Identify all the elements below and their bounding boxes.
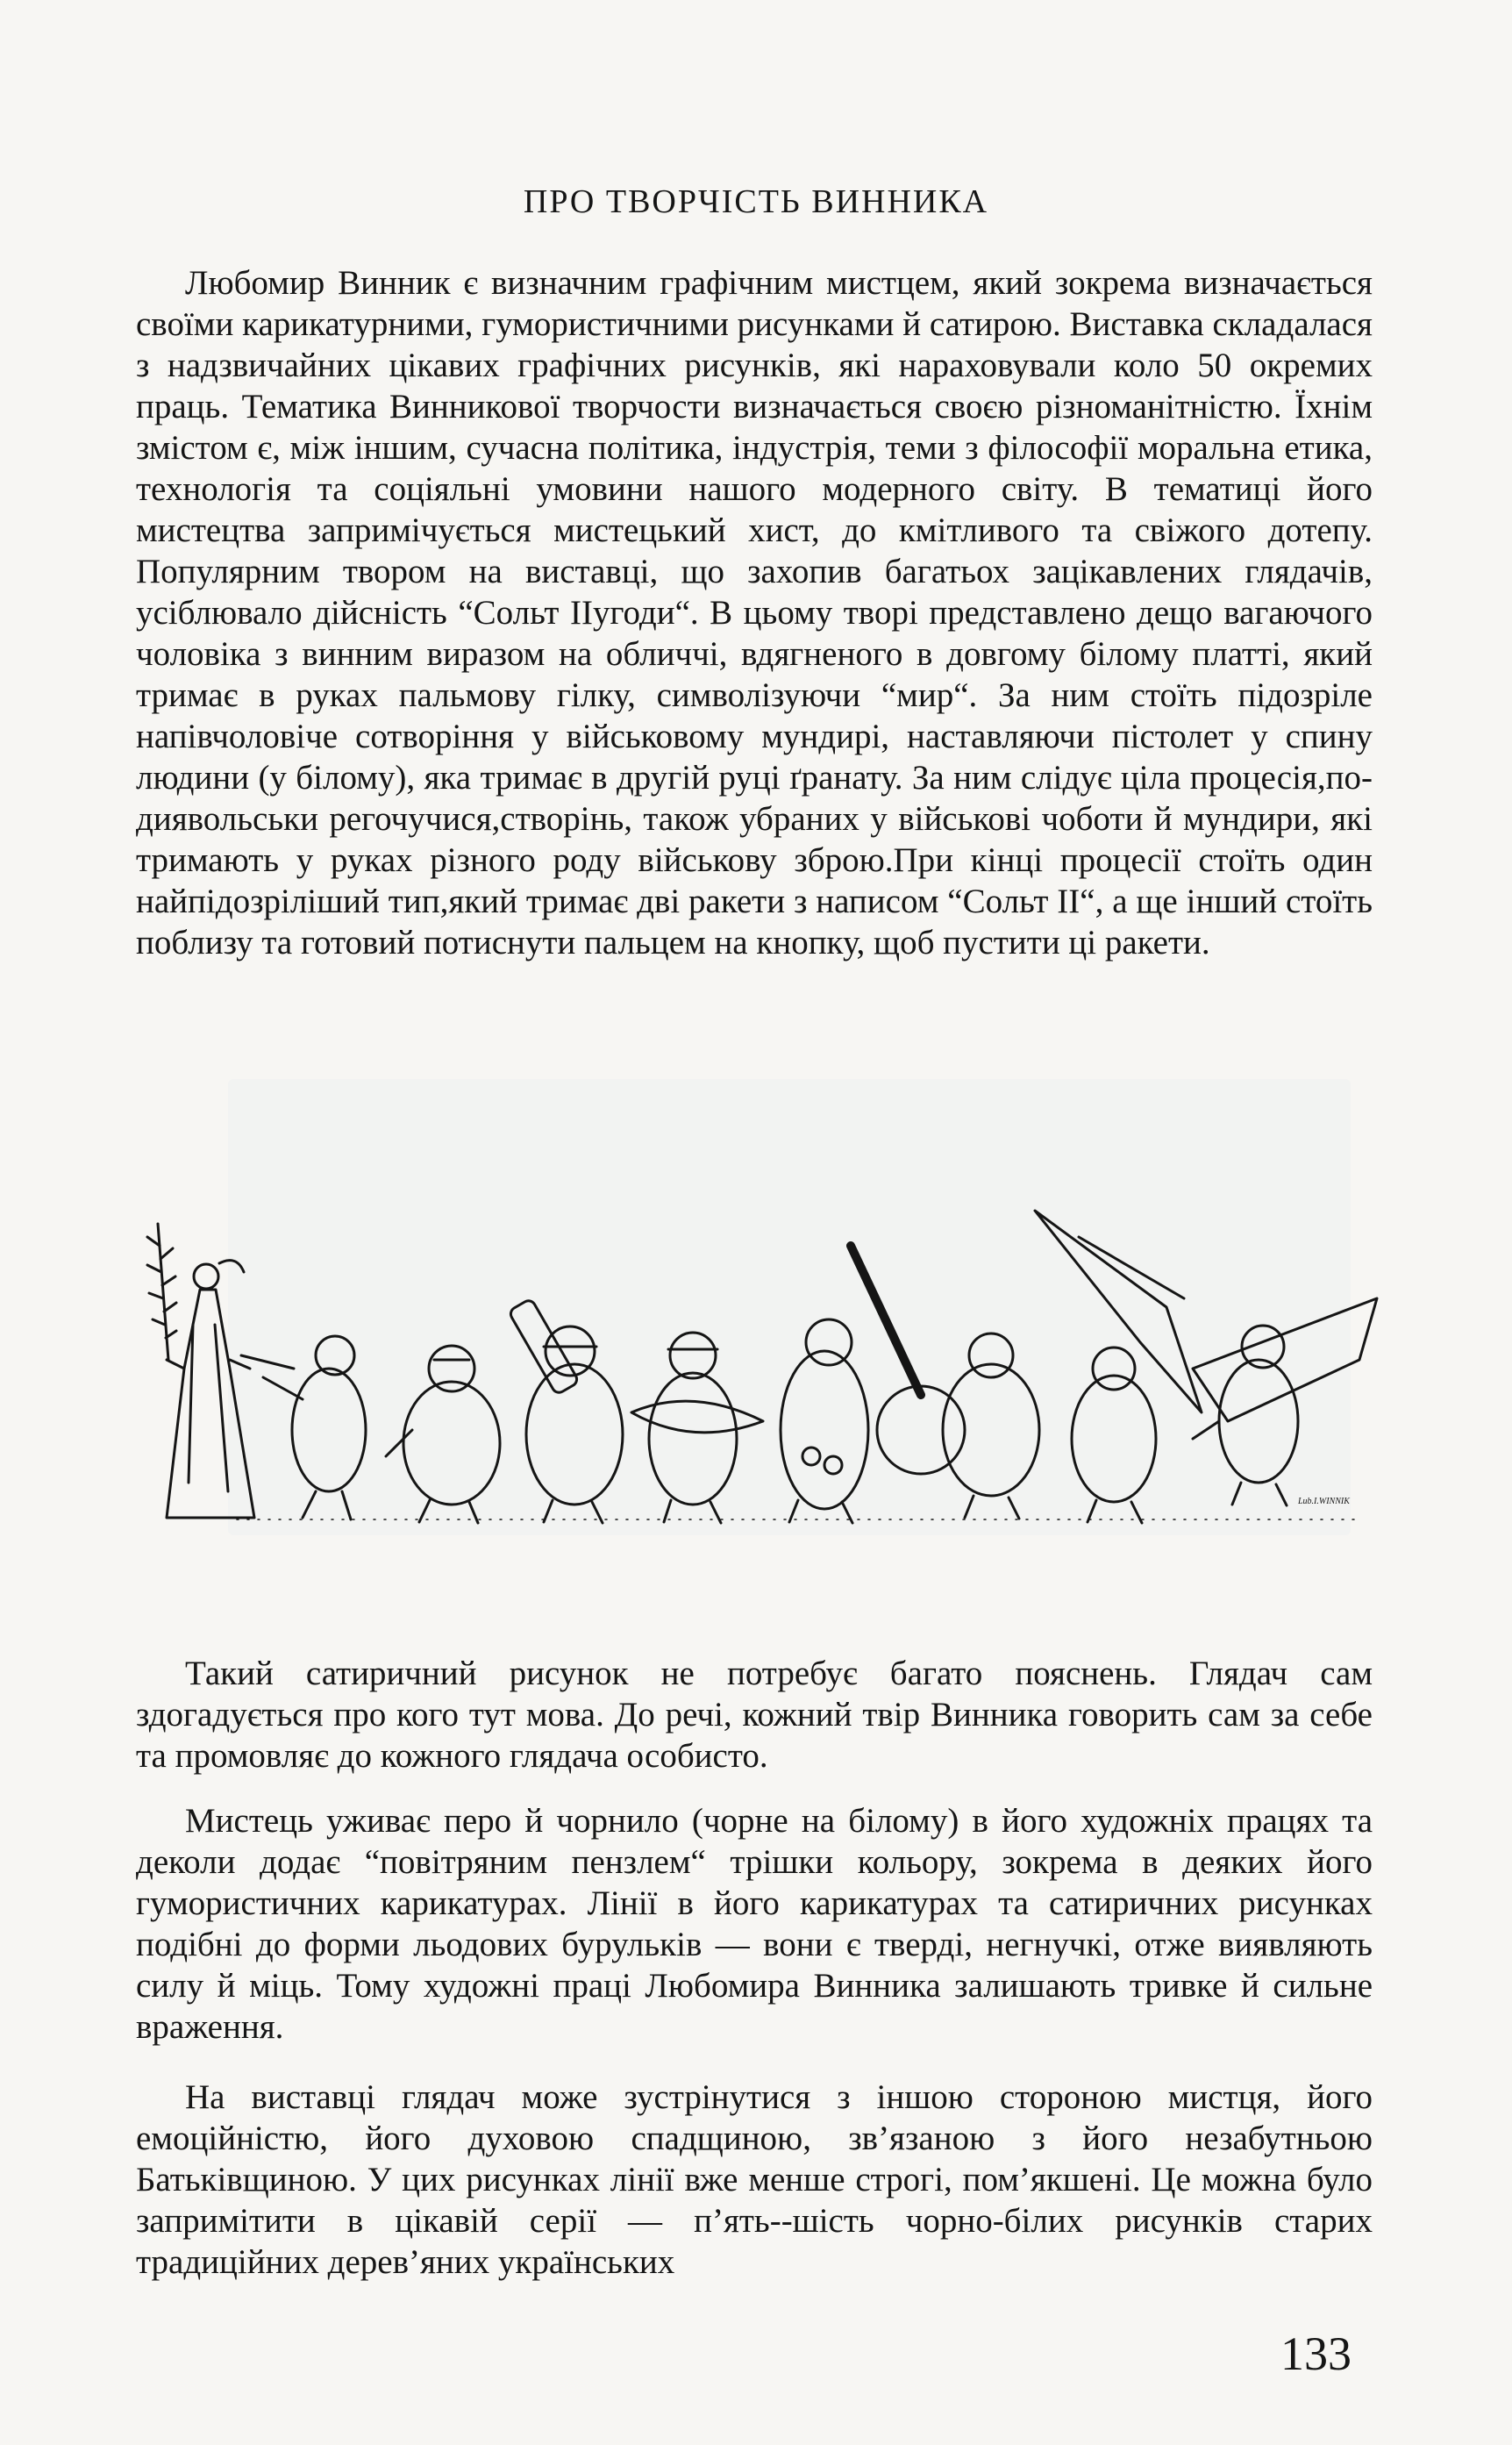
soldier-with-cannon [851, 1246, 1039, 1519]
paragraph-1: Любомир Винник є визначним графічним мистцем, який зокрема визначається своїми карикатурними, гумористичними рисунками й сатирою. Виставка складалася з надзвичайних цікавих графічних рисунків, які нараховували коло 50 окремих праць. Тематика Винникової творчости визначається своєю різноманітністю. Їхнім змістом є, між іншим, сучасна політика, індустрія, теми з філософії моральна етика, технологія та соціяльні умовини нашого модерного світу. В тематиці його мистецтва запримічується мистецький хист, до кмітливого та свіжого дотепу. Популярним твором на виставці, що захопив багатьох зацікавлених глядачів, усіблювало дійсність “Сольт ІІугоди“. В цьому творі представлено дещо вагаючого чоловіка з винним виразом на обличчі, вдягненого в довгому білому платті, який тримає в руках пальмову гілку, символізуючи “мир“. За ним стоїть підозріле напівчоловіче сотворіння у військовому мундирі, наставляючи пістолет у спину людини (у білому), яка тримає в другій руці ґранату. За ним слідує ціла процесія,по-диявольськи регочучися,створінь, також убраних у військові чоботи й мундири, які тримають у руках різного роду військову зброю.При кінці процесії стоїть один найпідозріліший тип,який тримає дві ракети з написом “Сольт II“, а ще інший стоїть поблизу та готовий потиснути пальцем на кнопку, щоб пустити ці ракети. [136, 264, 1373, 962]
page-number: 133 [1280, 2327, 1352, 2380]
palm-branch [147, 1224, 176, 1360]
artist-signature: Lub.I.WINNIK [1298, 1497, 1350, 1506]
paragraph-2: Такий сатиричний рисунок не потребує багато пояснень. Глядач сам здогадується про кого тут мова. До речі, кожний твір Винника говорить сам за себе та промовляє до кожного глядача особисто. [136, 1655, 1373, 1775]
satirical-cartoon-illustration [132, 1193, 1394, 1570]
missile-carrier [1035, 1211, 1202, 1523]
paragraph-3: Мистець уживає перо й чорнило (чорне на білому) в його художніх працях та деколи додає “повітряним пензлем“ трішки кольору, зокрема в деяких його гумористичних карикатурах. Лінії в його карикатурах та сатиричних рисунках подібні до форми льодових бурульків — вони є тверді, негнучкі, отже виявляють силу й міць. Тому художні праці Любомира Винника залишають тривке й сильне враження. [136, 1802, 1373, 2046]
missile-launcher-operator [1193, 1298, 1377, 1505]
article-title: ПРО ТВОРЧІСТЬ ВИННИКА [523, 183, 989, 220]
soldier-with-pistol [241, 1336, 366, 1519]
soldier-with-shell [631, 1333, 763, 1523]
soldier-figure [386, 1346, 500, 1523]
soldier-with-rocket-launcher [509, 1298, 623, 1523]
paragraph-4: На виставці глядач може зустрінутися з іншою стороною мистця, його емоційністю, його духовою спадщиною, зв’язаною з його незабутньою Батьківщиною. У цих рисунках лінії вже менше строгі, пом’якшені. Це можна було запримітити в цікавій серії — п’ять--шість чорно-білих рисунків старих традиційних дерев’яних українських [136, 2078, 1373, 2281]
man-in-white-robe [167, 1261, 254, 1518]
soldier-with-grenades [781, 1319, 868, 1523]
